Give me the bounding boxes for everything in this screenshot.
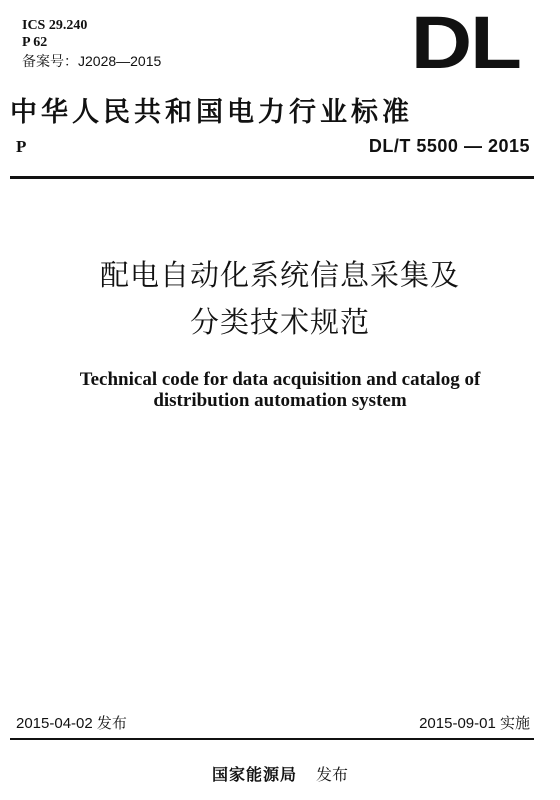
issuer-action: 发布 xyxy=(316,765,349,784)
implementation-date: 2015-09-01 实施 xyxy=(419,715,530,732)
p-code: P 62 xyxy=(22,35,48,50)
issuer-line xyxy=(0,762,560,785)
chinese-title-line-2: 分类技术规范 xyxy=(189,305,370,339)
standard-type-heading: 中华人民共和国电力行业标准 xyxy=(10,97,413,128)
chinese-title-line-1: 配电自动化系统信息采集及 xyxy=(99,258,460,292)
record-number: 备案号：J2028—2015 xyxy=(22,53,162,69)
issue-date: 2015-04-02 发布 xyxy=(16,715,127,732)
classification-code: P xyxy=(16,137,27,156)
english-title-line-1: Technical code for data acquisition and catalog of xyxy=(79,369,481,390)
english-title-line-2: distribution automation system xyxy=(153,390,407,411)
bottom-divider xyxy=(10,738,534,740)
top-divider xyxy=(10,176,534,179)
dl-logo: DL xyxy=(411,1,520,84)
issuer-organization: 国家能源局 xyxy=(211,765,297,784)
ics-code: ICS 29.240 xyxy=(22,18,88,33)
standard-number: DL/T 5500 — 2015 xyxy=(368,136,530,156)
